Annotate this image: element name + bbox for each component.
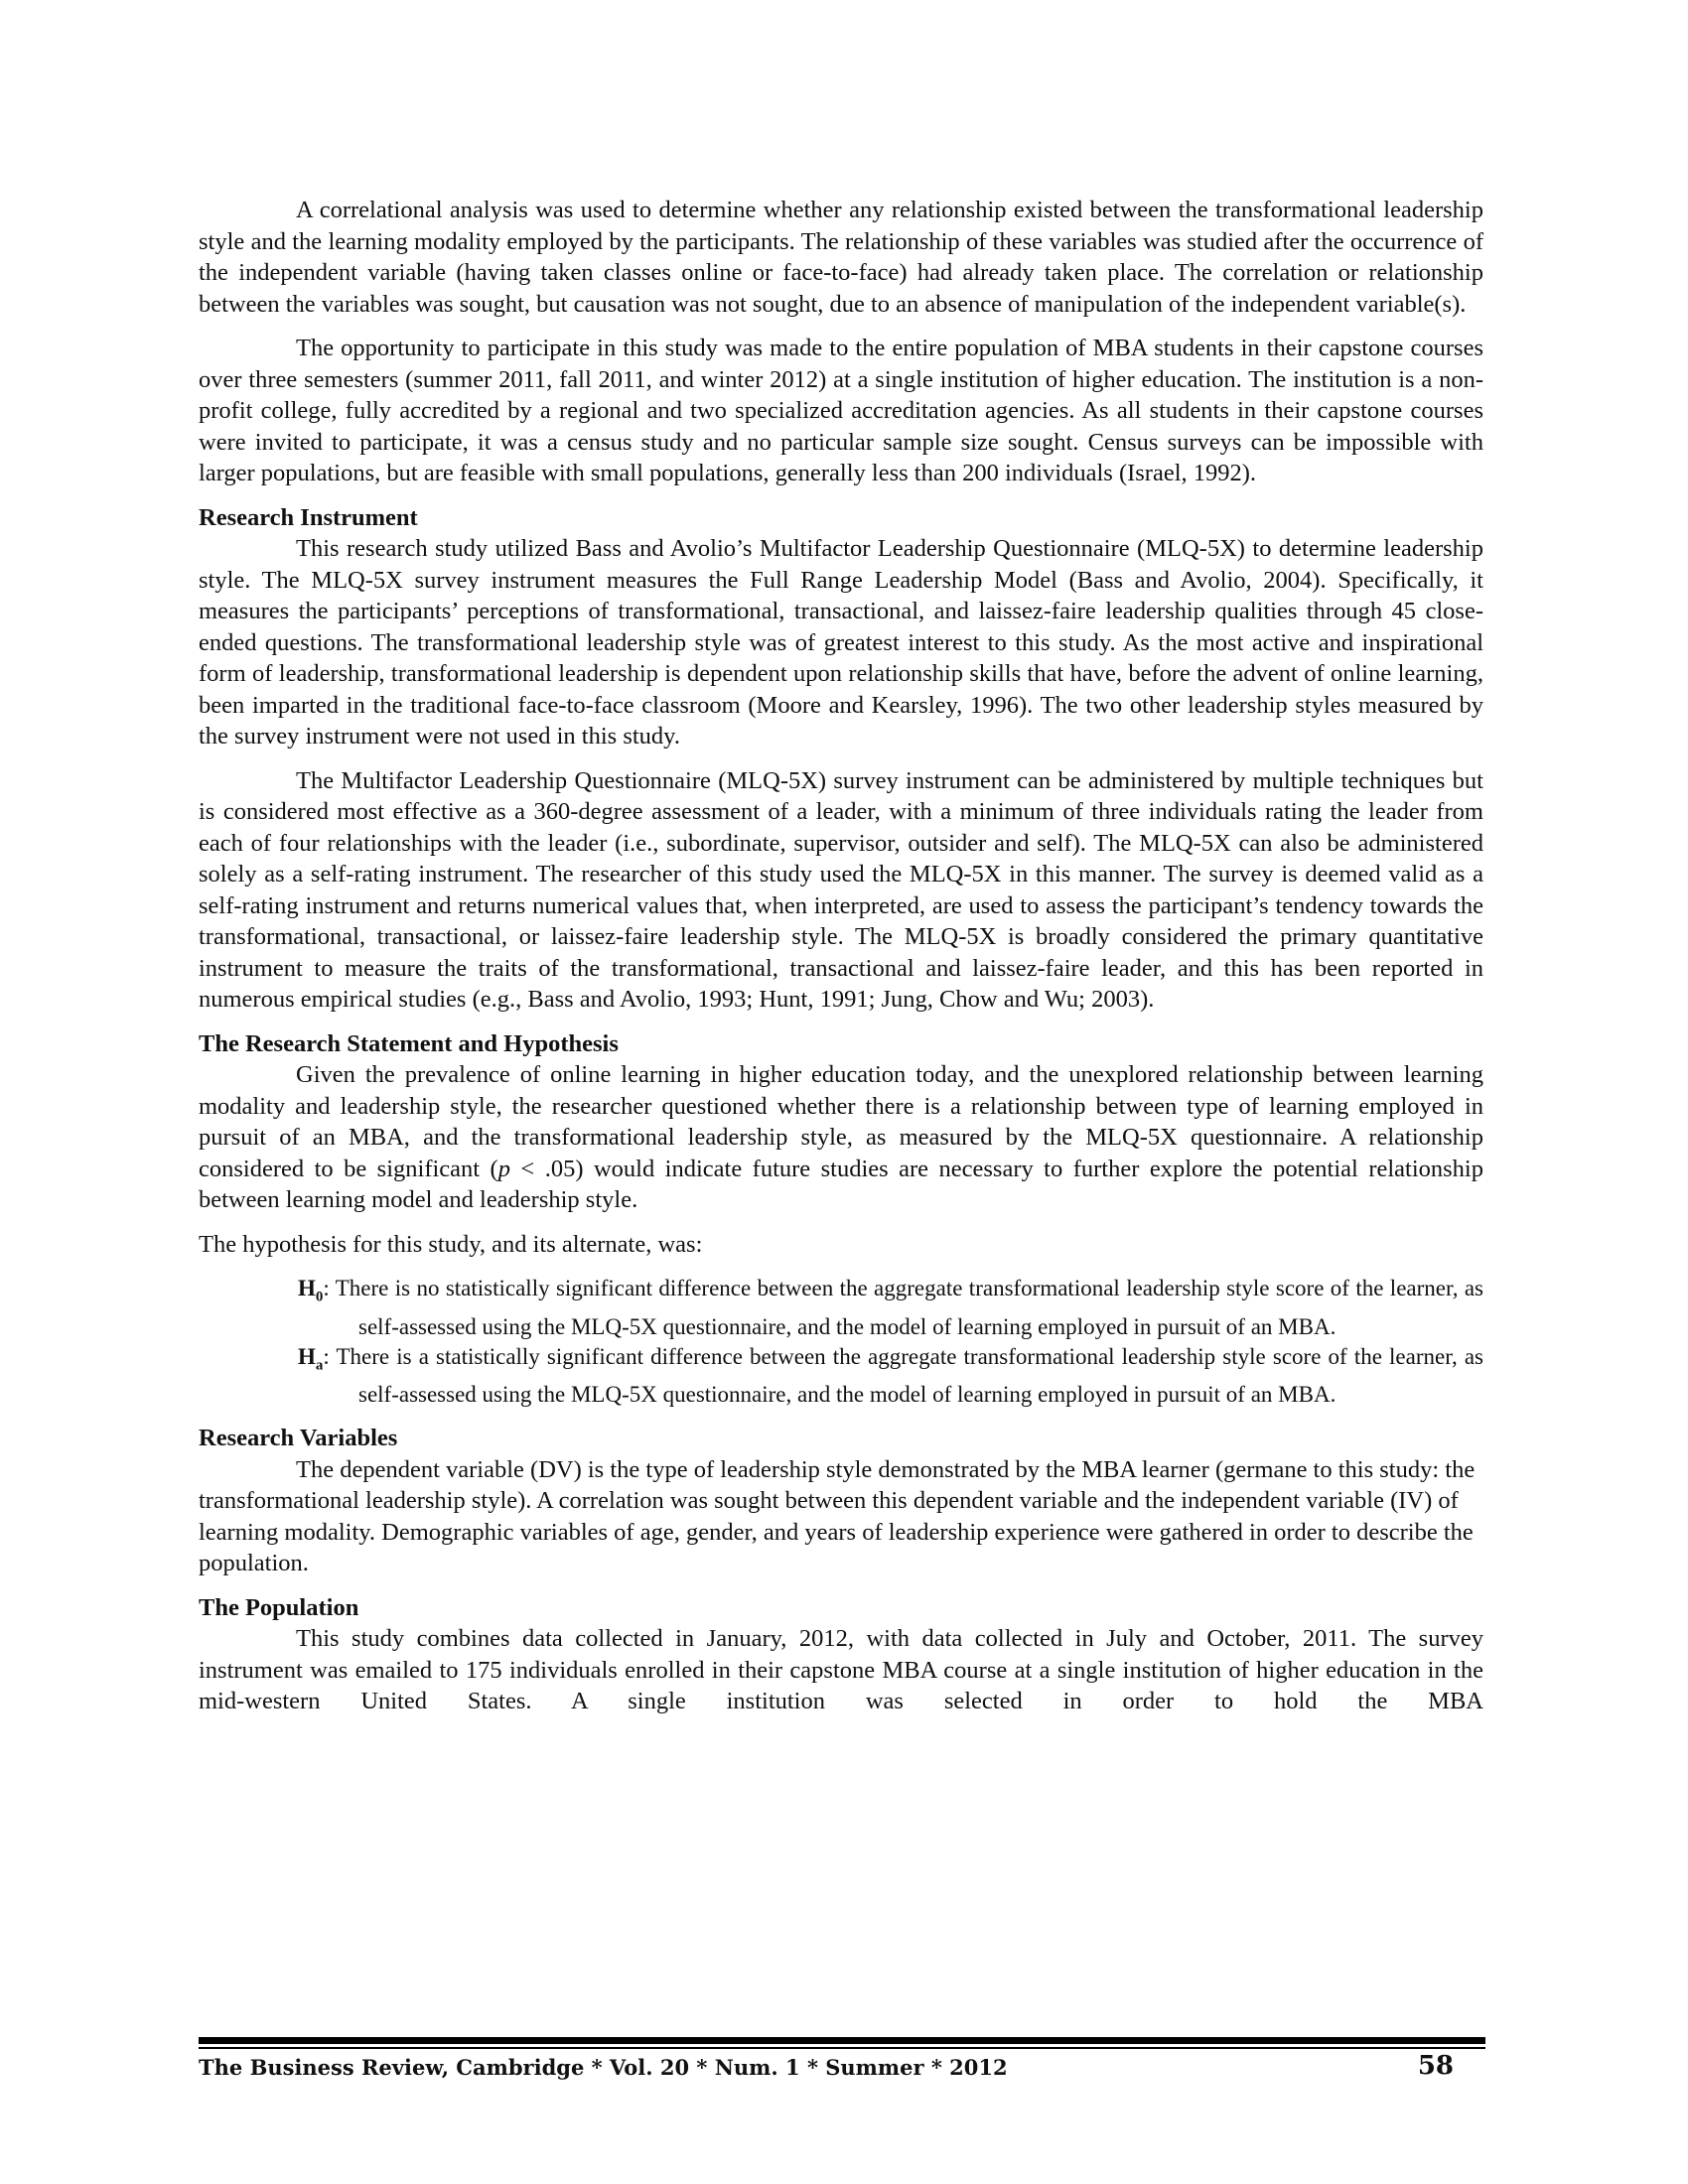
- research-statement-text-a: Given the prevalence of online learning in higher education today, and the unexplored relationship between learning modality and leadership style, the researcher questioned whether there is a relationship between type of learning employed in pursuit of an MBA, and the transformational leadership style, as measured by the MLQ-5X questionnaire. A relationship considered to be significant (: [199, 1061, 1483, 1182]
- hypothesis-null: [298, 1274, 1483, 1342]
- heading-research-variables: Research Variables: [199, 1425, 398, 1452]
- heading-population: The Population: [199, 1593, 359, 1621]
- paragraph-research-instrument-1: This research study utilized Bass and Avolio’s Multifactor Leadership Questionnaire (MLQ-5X) to determine leadership style. The MLQ-5X survey instrument measures the Full Range Leadership Model (Bass and Avolio, 2004). Specifically, it measures the participants’ perceptions of transformational, transactional, and laissez-faire leadership qualities through 45 close-ended questions. The transformational leadership style was of greatest interest to this study. As the most active and inspirational form of leadership, transformational leadership is dependent upon relationship skills that have, before the advent of online learning, been imparted in the traditional face-to-face classroom (Moore and Kearsley, 1996). The two other leadership styles measured by the survey instrument were not used in this study.: [199, 535, 1483, 750]
- paragraph-hypothesis-intro: The hypothesis for this study, and its alternate, was:: [199, 1230, 703, 1258]
- paragraph-population: This study combines data collected in January, 2012, with data collected in July and October, 2011. The survey instrument was emailed to 175 individuals enrolled in their capstone MBA course at a single institution of higher education in the mid-western United States. A single institution was selected in order to hold the MBA: [199, 1625, 1483, 1715]
- page-number: 58: [1417, 2051, 1454, 2081]
- footer-rule-thin: [199, 2047, 1485, 2049]
- paragraph-research-variables: The dependent variable (DV) is the type of leadership style demonstrated by the MBA learner (germane to this study: the transformational leadership style). A correlation was sought between this dependent variable and the independent variable (IV) of learning modality. Demographic variables of age, gender, and years of leadership experience were gathered in order to describe the population.: [199, 1455, 1476, 1577]
- paragraph-correlational-analysis: A correlational analysis was used to determine whether any relationship existed between the transformational leadership style and the learning modality employed by the participants. The relationship of these variables was studied after the occurrence of the independent variable (having taken classes online or face-to-face) had already taken place. The correlation or relationship between the variables was sought, but causation was not sought, due to an absence of manipulation of the independent variable(s).: [199, 197, 1483, 318]
- article-body: [199, 195, 1483, 1717]
- research-statement-text-b: < .05) would indicate future studies are necessary to further explore the potential relationship between learning model and leadership style.: [199, 1155, 1483, 1213]
- heading-research-instrument: Research Instrument: [199, 503, 418, 531]
- alternate-hypothesis-symbol: $H_a$: [298, 1343, 324, 1374]
- heading-research-statement: The Research Statement and Hypothesis: [199, 1029, 619, 1057]
- footer-journal-title: The Business Review, Cambridge * Vol. 20 * Num. 1 * Summer * 2012: [199, 2055, 1008, 2080]
- paragraph-research-instrument-2: The Multifactor Leadership Questionnaire (MLQ-5X) survey instrument can be administered by multiple techniques but is considered most effective as a 360-degree assessment of a leader, with a minimum of three individuals rating the leader from each of four relationships with the leader (i.e., subordinate, supervisor, outsider and self). The MLQ-5X can also be administered solely as a self-rating instrument. The researcher of this study used the MLQ-5X in this manner. The survey is deemed valid as a self-rating instrument and returns numerical values that, when interpreted, are used to assess the participant’s tendency towards the transformational, transactional, or laissez-faire leadership style. The MLQ-5X is broadly considered the primary quantitative instrument to measure the traits of the transformational, transactional and laissez-faire leader, and this has been reported in numerous empirical studies (e.g., Bass and Avolio, 1993; Hunt, 1991; Jung, Chow and Wu; 2003).: [199, 766, 1483, 1013]
- p-value-symbol: p: [497, 1155, 510, 1182]
- hypothesis-alternate: [298, 1342, 1483, 1411]
- paragraph-research-statement: [199, 1059, 1483, 1216]
- hypothesis-list: [199, 1274, 1483, 1410]
- paragraph-opportunity: The opportunity to participate in this study was made to the entire population of MBA students in their capstone courses over three semesters (summer 2011, fall 2011, and winter 2012) at a single institution of higher education. The institution is a non-profit college, fully accredited by a regional and two specialized accreditation agencies. As all students in their capstone courses were invited to participate, it was a census study and no particular sample size sought. Census surveys can be impossible with larger populations, but are feasible with small populations, generally less than 200 individuals (Israel, 1992).: [199, 335, 1483, 486]
- alternate-hypothesis-text: : There is a statistically significant difference between the aggregate transformational leadership style score of the learner, as self-assessed using the MLQ-5X questionnaire, and the model of learning employed in pursuit of an MBA.: [323, 1343, 1483, 1408]
- null-hypothesis-text: : There is no statistically significant difference between the aggregate transformational leadership style score of the learner, as self-assessed using the MLQ-5X questionnaire, and the model of learning employed in pursuit of an MBA.: [323, 1276, 1483, 1339]
- footer-rule-thick: [199, 2037, 1485, 2044]
- null-hypothesis-symbol: $H_0$: [298, 1276, 324, 1305]
